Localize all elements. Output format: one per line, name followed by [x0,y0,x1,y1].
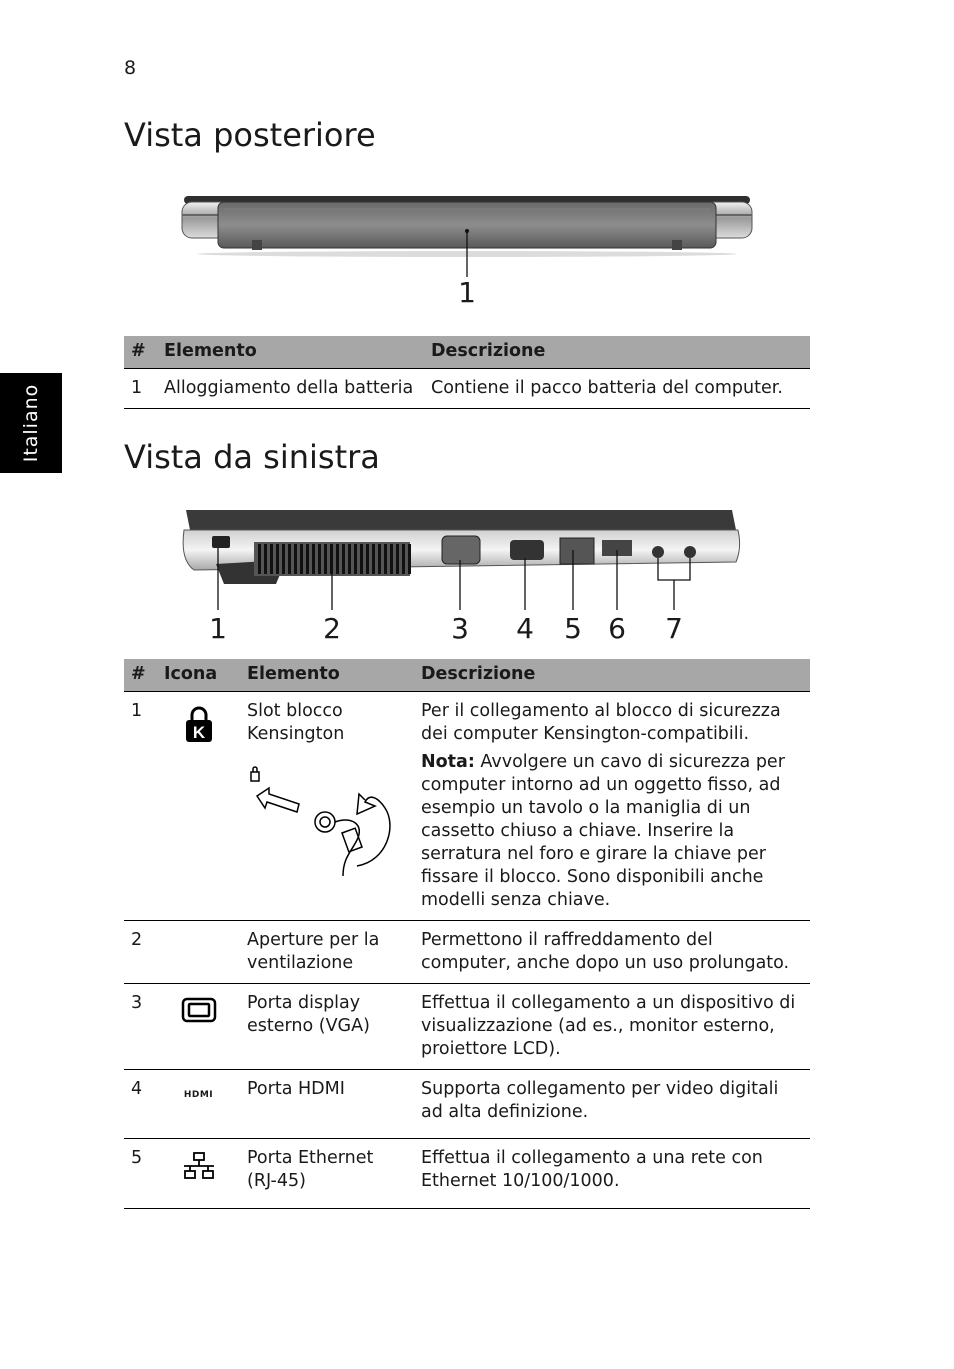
row-description: Permettono il raffreddamento del computer, anche dopo un uso prolungato. [414,920,810,983]
row-num: 2 [124,920,157,983]
row-element: Aperture per la ventilazione [240,920,414,983]
left-callout-1: 1 [209,612,227,645]
left-view-table [124,659,810,1209]
svg-text:K: K [192,722,205,742]
left-callout-2: 2 [323,612,341,645]
row-icon-cell [157,920,240,983]
row-description: Effettua il collegamento a una rete con Ethernet 10/100/1000. [414,1138,810,1208]
row-num: 5 [124,1138,157,1208]
left-callout-7: 7 [665,612,683,645]
table-row [124,368,810,408]
table-header-row [124,336,810,368]
table-row [124,1069,810,1138]
row-element: Slot blocco Kensington [247,700,345,744]
row-num: 1 [124,691,157,920]
row-icon-cell [157,983,240,1069]
header-element: Elemento [240,659,414,691]
header-description: Descrizione [424,336,810,368]
row-description: Effettua il collegamento a un dispositivo di visualizzazione (ad es., monitor esterno, proiettore LCD). [414,983,810,1069]
language-tab-label: Italiano [20,383,42,463]
row-element-cell [240,691,414,920]
row-description-cell [414,691,810,920]
row-description: Supporta collegamento per video digitali ad alta definizione. [414,1069,810,1138]
header-description: Descrizione [414,659,810,691]
table-header-row [124,659,810,691]
kensington-lock-icon [183,704,215,744]
ethernet-icon [182,1151,216,1181]
row-num: 3 [124,983,157,1069]
row-element: Porta display esterno (VGA) [240,983,414,1069]
row-description: Per il collegamento al blocco di sicurezza dei computer Kensington-compatibili. [421,700,781,744]
row-num: 1 [124,368,157,408]
left-view-illustration [176,500,756,650]
row-element: Porta HDMI [240,1069,414,1138]
row-num: 4 [124,1069,157,1138]
left-callout-3: 3 [451,612,469,645]
left-callout-4: 4 [516,612,534,645]
rear-view-title: Vista posteriore [124,116,376,154]
row-element: Porta Ethernet (RJ-45) [240,1138,414,1208]
page-number: 8 [124,57,137,79]
kensington-cable-illustration [247,766,407,891]
row-note [421,751,803,912]
note-text: Avvolgere un cavo di sicurezza per computer intorno ad un oggetto fisso, ad esempio un tavolo o la maniglia di un cassetto chiuso a chiave. Inserire la serratura nel foro e girare la chiave per fissare il blocco. Sono disponibili anche modelli senza chiave. [421,751,785,910]
header-icon: Icona [157,659,240,691]
hdmi-icon: HDMI [183,1089,214,1100]
language-tab [0,373,62,473]
row-description: Contiene il pacco batteria del computer. [424,368,810,408]
vga-port-icon [181,996,217,1024]
header-element: Elemento [157,336,424,368]
table-row [124,691,810,920]
left-callout-5: 5 [564,612,582,645]
rear-callout-1: 1 [458,276,476,309]
rear-view-table [124,336,810,409]
rear-view-illustration [176,188,766,313]
row-icon-cell [157,1138,240,1208]
left-callout-6: 6 [608,612,626,645]
row-icon-cell [157,1069,240,1138]
header-num: # [124,336,157,368]
row-element: Alloggiamento della batteria [157,368,424,408]
row-icon-cell [157,691,240,920]
header-num: # [124,659,157,691]
note-label: Nota: [421,751,475,772]
left-view-title: Vista da sinistra [124,438,380,476]
table-row [124,983,810,1069]
table-row [124,1138,810,1208]
laptop-left-drawing [176,500,756,610]
table-row [124,920,810,983]
